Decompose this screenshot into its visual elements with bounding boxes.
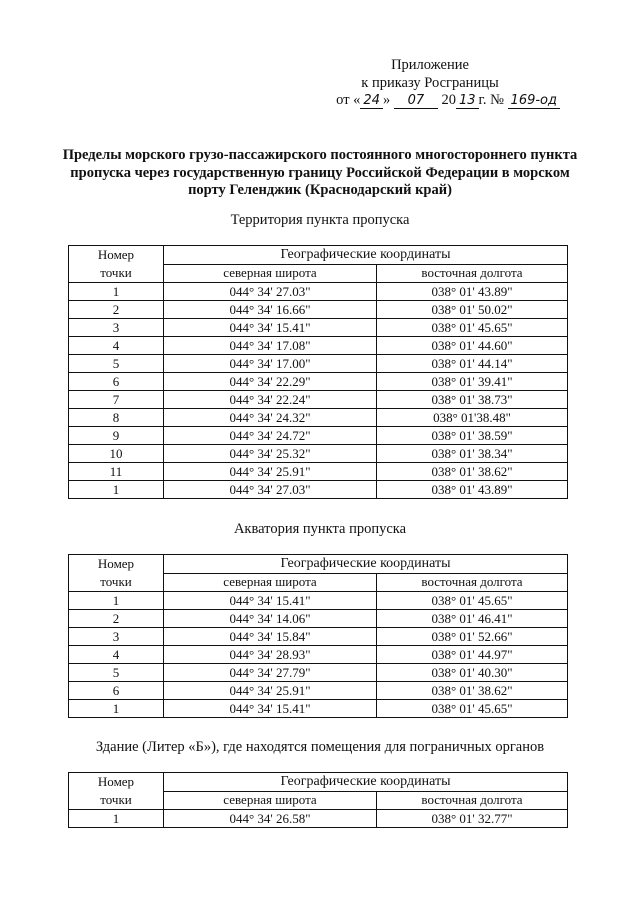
document-title: Пределы морского грузо-пассажирского постоянного многостороннего пункта пропуска через государственную границу Российской Федерации в морском порту Геленджик (Краснодарский край): [62, 147, 578, 198]
latitude-cell: 044° 34' 15.84": [164, 628, 377, 646]
section-caption-territory: Территория пункта пропуска: [230, 212, 410, 228]
longitude-cell: 038° 01' 38.73": [377, 391, 568, 409]
longitude-cell: 038° 01' 38.62": [377, 682, 568, 700]
point-number-cell: 3: [69, 628, 164, 646]
number-label: г. №: [478, 92, 504, 108]
table-row: [69, 355, 568, 373]
point-number-cell: 5: [69, 664, 164, 682]
point-number-cell: 8: [69, 409, 164, 427]
latitude-cell: 044° 34' 24.32": [164, 409, 377, 427]
longitude-cell: 038° 01' 44.60": [377, 337, 568, 355]
table-row: [69, 283, 568, 301]
point-number-cell: 7: [69, 391, 164, 409]
longitude-cell: 038° 01' 45.65": [377, 319, 568, 337]
date-day: 24: [360, 94, 383, 109]
table-row: [69, 810, 568, 828]
date-mid: »: [382, 92, 391, 108]
appendix-header: [300, 57, 560, 110]
header-east-longitude: восточная долгота: [377, 573, 568, 592]
appendix-label: Приложение: [391, 57, 469, 73]
table-row: [69, 391, 568, 409]
table-body: [69, 810, 568, 828]
point-number-cell: 1: [69, 592, 164, 610]
year-prefix: 20: [441, 92, 456, 108]
latitude-cell: 044° 34' 22.29": [164, 373, 377, 391]
point-number-cell: 6: [69, 373, 164, 391]
table-row: [69, 301, 568, 319]
date-month: 07: [394, 94, 438, 109]
header-geographic-coordinates: Географические координаты: [164, 246, 568, 265]
latitude-cell: 044° 34' 26.58": [164, 810, 377, 828]
point-number-cell: 9: [69, 427, 164, 445]
section-caption-water-area: Акватория пункта пропуска: [233, 521, 407, 537]
coordinates-table-territory: [68, 245, 568, 499]
header-point-number: Номер точки: [69, 555, 164, 592]
table-row: [69, 373, 568, 391]
coordinates-table-water-area: [68, 554, 568, 718]
longitude-cell: 038° 01' 44.14": [377, 355, 568, 373]
latitude-cell: 044° 34' 22.24": [164, 391, 377, 409]
table-row: [69, 463, 568, 481]
header-north-latitude: северная широта: [164, 573, 377, 592]
latitude-cell: 044° 34' 15.41": [164, 592, 377, 610]
table-row: [69, 628, 568, 646]
longitude-cell: 038° 01' 43.89": [377, 481, 568, 499]
latitude-cell: 044° 34' 25.32": [164, 445, 377, 463]
point-number-cell: 6: [69, 682, 164, 700]
table-row: [69, 481, 568, 499]
longitude-cell: 038° 01' 52.66": [377, 628, 568, 646]
coordinates-table-building: [68, 772, 568, 828]
order-number: 169-од: [508, 94, 560, 109]
point-number-cell: 3: [69, 319, 164, 337]
header-north-latitude: северная широта: [164, 264, 377, 283]
table-body: [69, 283, 568, 499]
point-number-cell: 4: [69, 646, 164, 664]
table-row: [69, 700, 568, 718]
latitude-cell: 044° 34' 27.03": [164, 283, 377, 301]
longitude-cell: 038° 01' 38.62": [377, 463, 568, 481]
latitude-cell: 044° 34' 25.91": [164, 682, 377, 700]
date-prefix: от «: [336, 92, 361, 108]
header-east-longitude: восточная долгота: [377, 791, 568, 810]
point-number-cell: 2: [69, 610, 164, 628]
longitude-cell: 038° 01' 32.77": [377, 810, 568, 828]
longitude-cell: 038° 01' 43.89": [377, 283, 568, 301]
order-date-line: [300, 92, 560, 110]
header-point-number: Номер точки: [69, 773, 164, 810]
table-row: [69, 427, 568, 445]
table-row: [69, 592, 568, 610]
longitude-cell: 038° 01' 46.41": [377, 610, 568, 628]
point-number-cell: 1: [69, 481, 164, 499]
longitude-cell: 038° 01' 38.34": [377, 445, 568, 463]
header-point-number: Номер точки: [69, 246, 164, 283]
table-row: [69, 682, 568, 700]
latitude-cell: 044° 34' 16.66": [164, 301, 377, 319]
latitude-cell: 044° 34' 17.08": [164, 337, 377, 355]
table-row: [69, 319, 568, 337]
latitude-cell: 044° 34' 14.06": [164, 610, 377, 628]
header-geographic-coordinates: Географические координаты: [164, 555, 568, 574]
latitude-cell: 044° 34' 27.03": [164, 481, 377, 499]
table-row: [69, 610, 568, 628]
table-row: [69, 445, 568, 463]
year-suffix: 13: [456, 94, 479, 109]
longitude-cell: 038° 01' 50.02": [377, 301, 568, 319]
table-row: [69, 409, 568, 427]
table-row: [69, 646, 568, 664]
point-number-cell: 1: [69, 810, 164, 828]
longitude-cell: 038° 01' 38.59": [377, 427, 568, 445]
point-number-cell: 1: [69, 283, 164, 301]
longitude-cell: 038° 01' 45.65": [377, 592, 568, 610]
point-number-cell: 2: [69, 301, 164, 319]
latitude-cell: 044° 34' 27.79": [164, 664, 377, 682]
longitude-cell: 038° 01' 40.30": [377, 664, 568, 682]
header-geographic-coordinates: Географические координаты: [164, 773, 568, 792]
point-number-cell: 4: [69, 337, 164, 355]
longitude-cell: 038° 01'38.48": [377, 409, 568, 427]
latitude-cell: 044° 34' 15.41": [164, 700, 377, 718]
latitude-cell: 044° 34' 24.72": [164, 427, 377, 445]
table-row: [69, 664, 568, 682]
section-caption-building: Здание (Литер «Б»), где находятся помещения для пограничных органов: [95, 739, 545, 755]
header-east-longitude: восточная долгота: [377, 264, 568, 283]
point-number-cell: 5: [69, 355, 164, 373]
point-number-cell: 10: [69, 445, 164, 463]
longitude-cell: 038° 01' 44.97": [377, 646, 568, 664]
order-reference: к приказу Росграницы: [361, 74, 499, 91]
longitude-cell: 038° 01' 45.65": [377, 700, 568, 718]
table-row: [69, 337, 568, 355]
latitude-cell: 044° 34' 17.00": [164, 355, 377, 373]
latitude-cell: 044° 34' 15.41": [164, 319, 377, 337]
table-body: [69, 592, 568, 718]
latitude-cell: 044° 34' 28.93": [164, 646, 377, 664]
longitude-cell: 038° 01' 39.41": [377, 373, 568, 391]
point-number-cell: 1: [69, 700, 164, 718]
point-number-cell: 11: [69, 463, 164, 481]
latitude-cell: 044° 34' 25.91": [164, 463, 377, 481]
header-north-latitude: северная широта: [164, 791, 377, 810]
